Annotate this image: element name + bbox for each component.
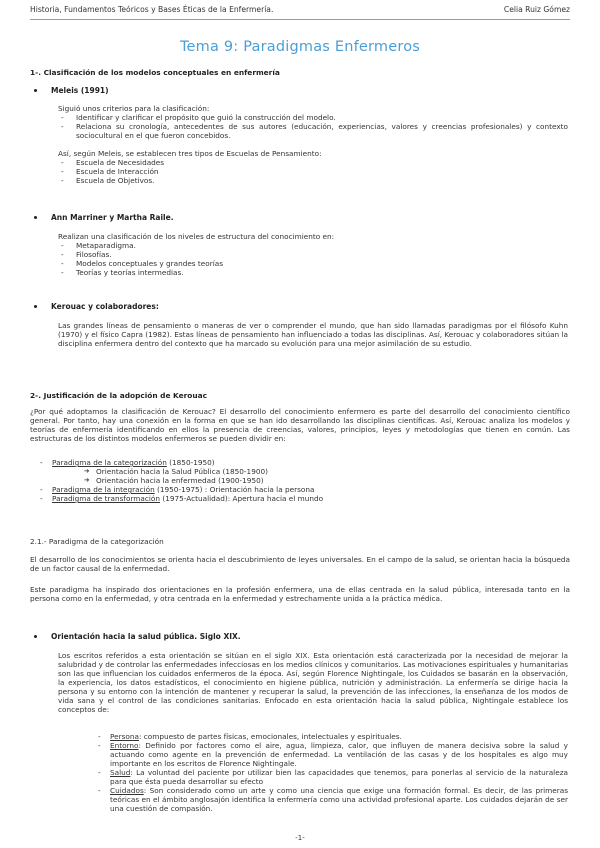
bullet-salud-publica: Orientación hacia la salud pública. Siglo XIX. — [34, 632, 241, 641]
header-course: Historia, Fundamentos Teóricos y Bases Éticas de la Enfermería. — [30, 5, 274, 14]
marriner-block: Realizan una clasificación de los niveles de estructura del conocimiento en: - Metaparadigma. - Filosofías. - Modelos conceptuales y grandes teorías - Teorías y teorías intermedias. — [58, 232, 568, 277]
list-item: - Relaciona su cronología, antecedentes de sus autores (educación, experiencias, valores y creencias profesionales) y contexto sociocultural en el que fueron concebidos. — [58, 122, 568, 140]
section-2-text: ¿Por qué adoptamos la clasificación de Kerouac? El desarrollo del conocimiento enfermero es parte del desarrollo del conocimiento científico general. Por tanto, hay una conexión en la forma en que se han ido desarrollando las disciplinas científicas. Así, Kerouac analiza los modelos y teorías de enfermería identificando en ellos la presencia de creencias, valores, principios, leyes y metodologías que tienen en común. Las estructuras de los distintos modelos enfermeros se pueden dividir en: — [30, 407, 570, 443]
bullet-marriner: Ann Marriner y Martha Raile. — [34, 213, 174, 222]
paradigm-name: Paradigma de transformación — [52, 494, 161, 503]
paradigm-list: - Paradigma de la categorización (1850-1950) ➔ Orientación hacia la Salud Pública (1850-1900) ➔ Orientación hacia la enfermedad (1900-1950) - Paradigma de la integración (1950-1975) : Orientación hacia la persona - Paradigma de transformación (1975-Actualidad): Apertura hacia el mundo — [30, 458, 570, 503]
list-item: - Escuela de Necesidades — [58, 158, 568, 167]
paradigm-name: Paradigma de la categorización — [52, 458, 167, 467]
concept-name: Entorno — [110, 741, 139, 750]
section-2-heading: 2-. Justificación de la adopción de Kerouac — [30, 391, 208, 400]
bullet-meleis: Meleis (1991) — [34, 86, 109, 95]
section-2-1-p2: Este paradigma ha inspirado dos orientaciones en la profesión enfermera, una de ellas centrada en la salud pública, interesada tanto en la persona como en la enfermedad, y otra centrada en la enfermedad y estrechamente unida a la práctica médica. — [30, 585, 570, 603]
section-1-heading: 1-. Clasificación de los modelos conceptuales en enfermería — [30, 68, 280, 77]
bullet-dot-icon — [34, 89, 37, 92]
concept-name: Salud — [110, 768, 131, 777]
list-item: - Escuela de Objetivos. — [58, 176, 568, 185]
concept-name: Cuidados — [110, 786, 144, 795]
bullet-dot-icon — [34, 305, 37, 308]
header-author: Celia Ruiz Gómez — [503, 5, 570, 14]
list-item: - Identificar y clarificar el propósito que guió la construcción del modelo. — [58, 113, 568, 122]
bullet-kerouac: Kerouac y colaboradores: — [34, 302, 159, 311]
bullet-dot-icon — [34, 216, 37, 219]
bullet-dot-icon — [34, 635, 37, 638]
section-2-1-heading: 2.1.- Paradigma de la categorización — [30, 537, 164, 546]
list-item: - Teorías y teorías intermedias. — [58, 268, 568, 277]
page-header — [30, 5, 570, 20]
page-number: -1- — [295, 834, 305, 842]
meleis-block: Siguió unos criterios para la clasificación: - Identificar y clarificar el propósito que guió la construcción del modelo. - Relaciona su cronología, antecedentes de sus autores (educación, experiencias, valores y creencias profesionales) y contexto sociocultural en el que fueron concebidos. Así, según Meleis, se establecen tres tipos de Escuelas de Pensamiento: - Escuela de Necesidades - Escuela de Interacción - Escuela de Objetivos. — [58, 104, 568, 185]
salud-text: Los escritos referidos a esta orientación se sitúan en el siglo XIX. Esta orientación está caracterizada por la necesidad de mejorar la salubridad y de controlar las enfermedades infecciosas en los medios clínicos y comunitarios. Las motivaciones espirituales y humanitarias son las que influencian los cuidados enfermeros de la época. Así, según Florence Nightingale, los Cuidados se basarán en la observación, la experiencia, los datos estadísticos, el conocimiento en higiene pública, nutrición y administración. La enfermería se dirige hacia la persona y su entorno con la intención de mantener y recuperar la salud, la prevención de las infecciones, la enseñanza de los modos de vida sana y el control de las condiciones sanitarias. Enfocado en esta orientación hacia la salud pública, Nightingale establece los conceptos de: — [58, 651, 568, 714]
list-item: - Escuela de Interacción — [58, 167, 568, 176]
list-item: - Metaparadigma. — [58, 241, 568, 250]
paradigm-name: Paradigma de la integración — [52, 485, 155, 494]
list-item: ➔ Orientación hacia la Salud Pública (1850-1900) — [30, 467, 570, 476]
list-item: ➔ Orientación hacia la enfermedad (1900-1950) — [30, 476, 570, 485]
concept-list: - Persona: compuesto de partes físicas, emocionales, intelectuales y espirituales. - Entorno: Definido por factores como el aire, agua, limpieza, calor, que influyen de manera decisiva sobre la salud y actuando como agente en la prevención de enfermedad. La ventilación de las casas y de los hospitales es algo muy importante en los escritos de Florence Nightingale. - Salud: La voluntad del paciente por utilizar bien las capacidades que tenemos, para ponerlas al servicio de la naturaleza para que ésta pueda desarrollar su efecto - Cuidados: Son considerado como un arte y como una ciencia que exige una formación formal. Es decir, de las primeras teóricas en el ámbito anglosajón identifica la enfermería como una actividad profesional aparte. Los cuidados dejarán de ser una cuestión de compasión. — [88, 732, 568, 813]
section-2-1-p1: El desarrollo de los conocimientos se orienta hacia el descubrimiento de leyes universales. En el campo de la salud, se orientan hacia la búsqueda de un factor causal de la enfermedad. — [30, 555, 570, 573]
list-item: - Filosofías. — [58, 250, 568, 259]
list-item: - Modelos conceptuales y grandes teorías — [58, 259, 568, 268]
kerouac-text: Las grandes líneas de pensamiento o maneras de ver o comprender el mundo, que han sido llamadas paradigmas por el filósofo Kuhn (1970) y el físico Capra (1982). Estas líneas de pensamiento han influenciado a todas las disciplinas. Así, Kerouac y colaboradores sitúan la disciplina enfermera dentro del contexto que ha marcado su evolución para una mejor asimilación de su estudio. — [58, 321, 568, 348]
page-title: Tema 9: Paradigmas Enfermeros — [179, 39, 421, 55]
concept-name: Persona — [110, 732, 139, 741]
